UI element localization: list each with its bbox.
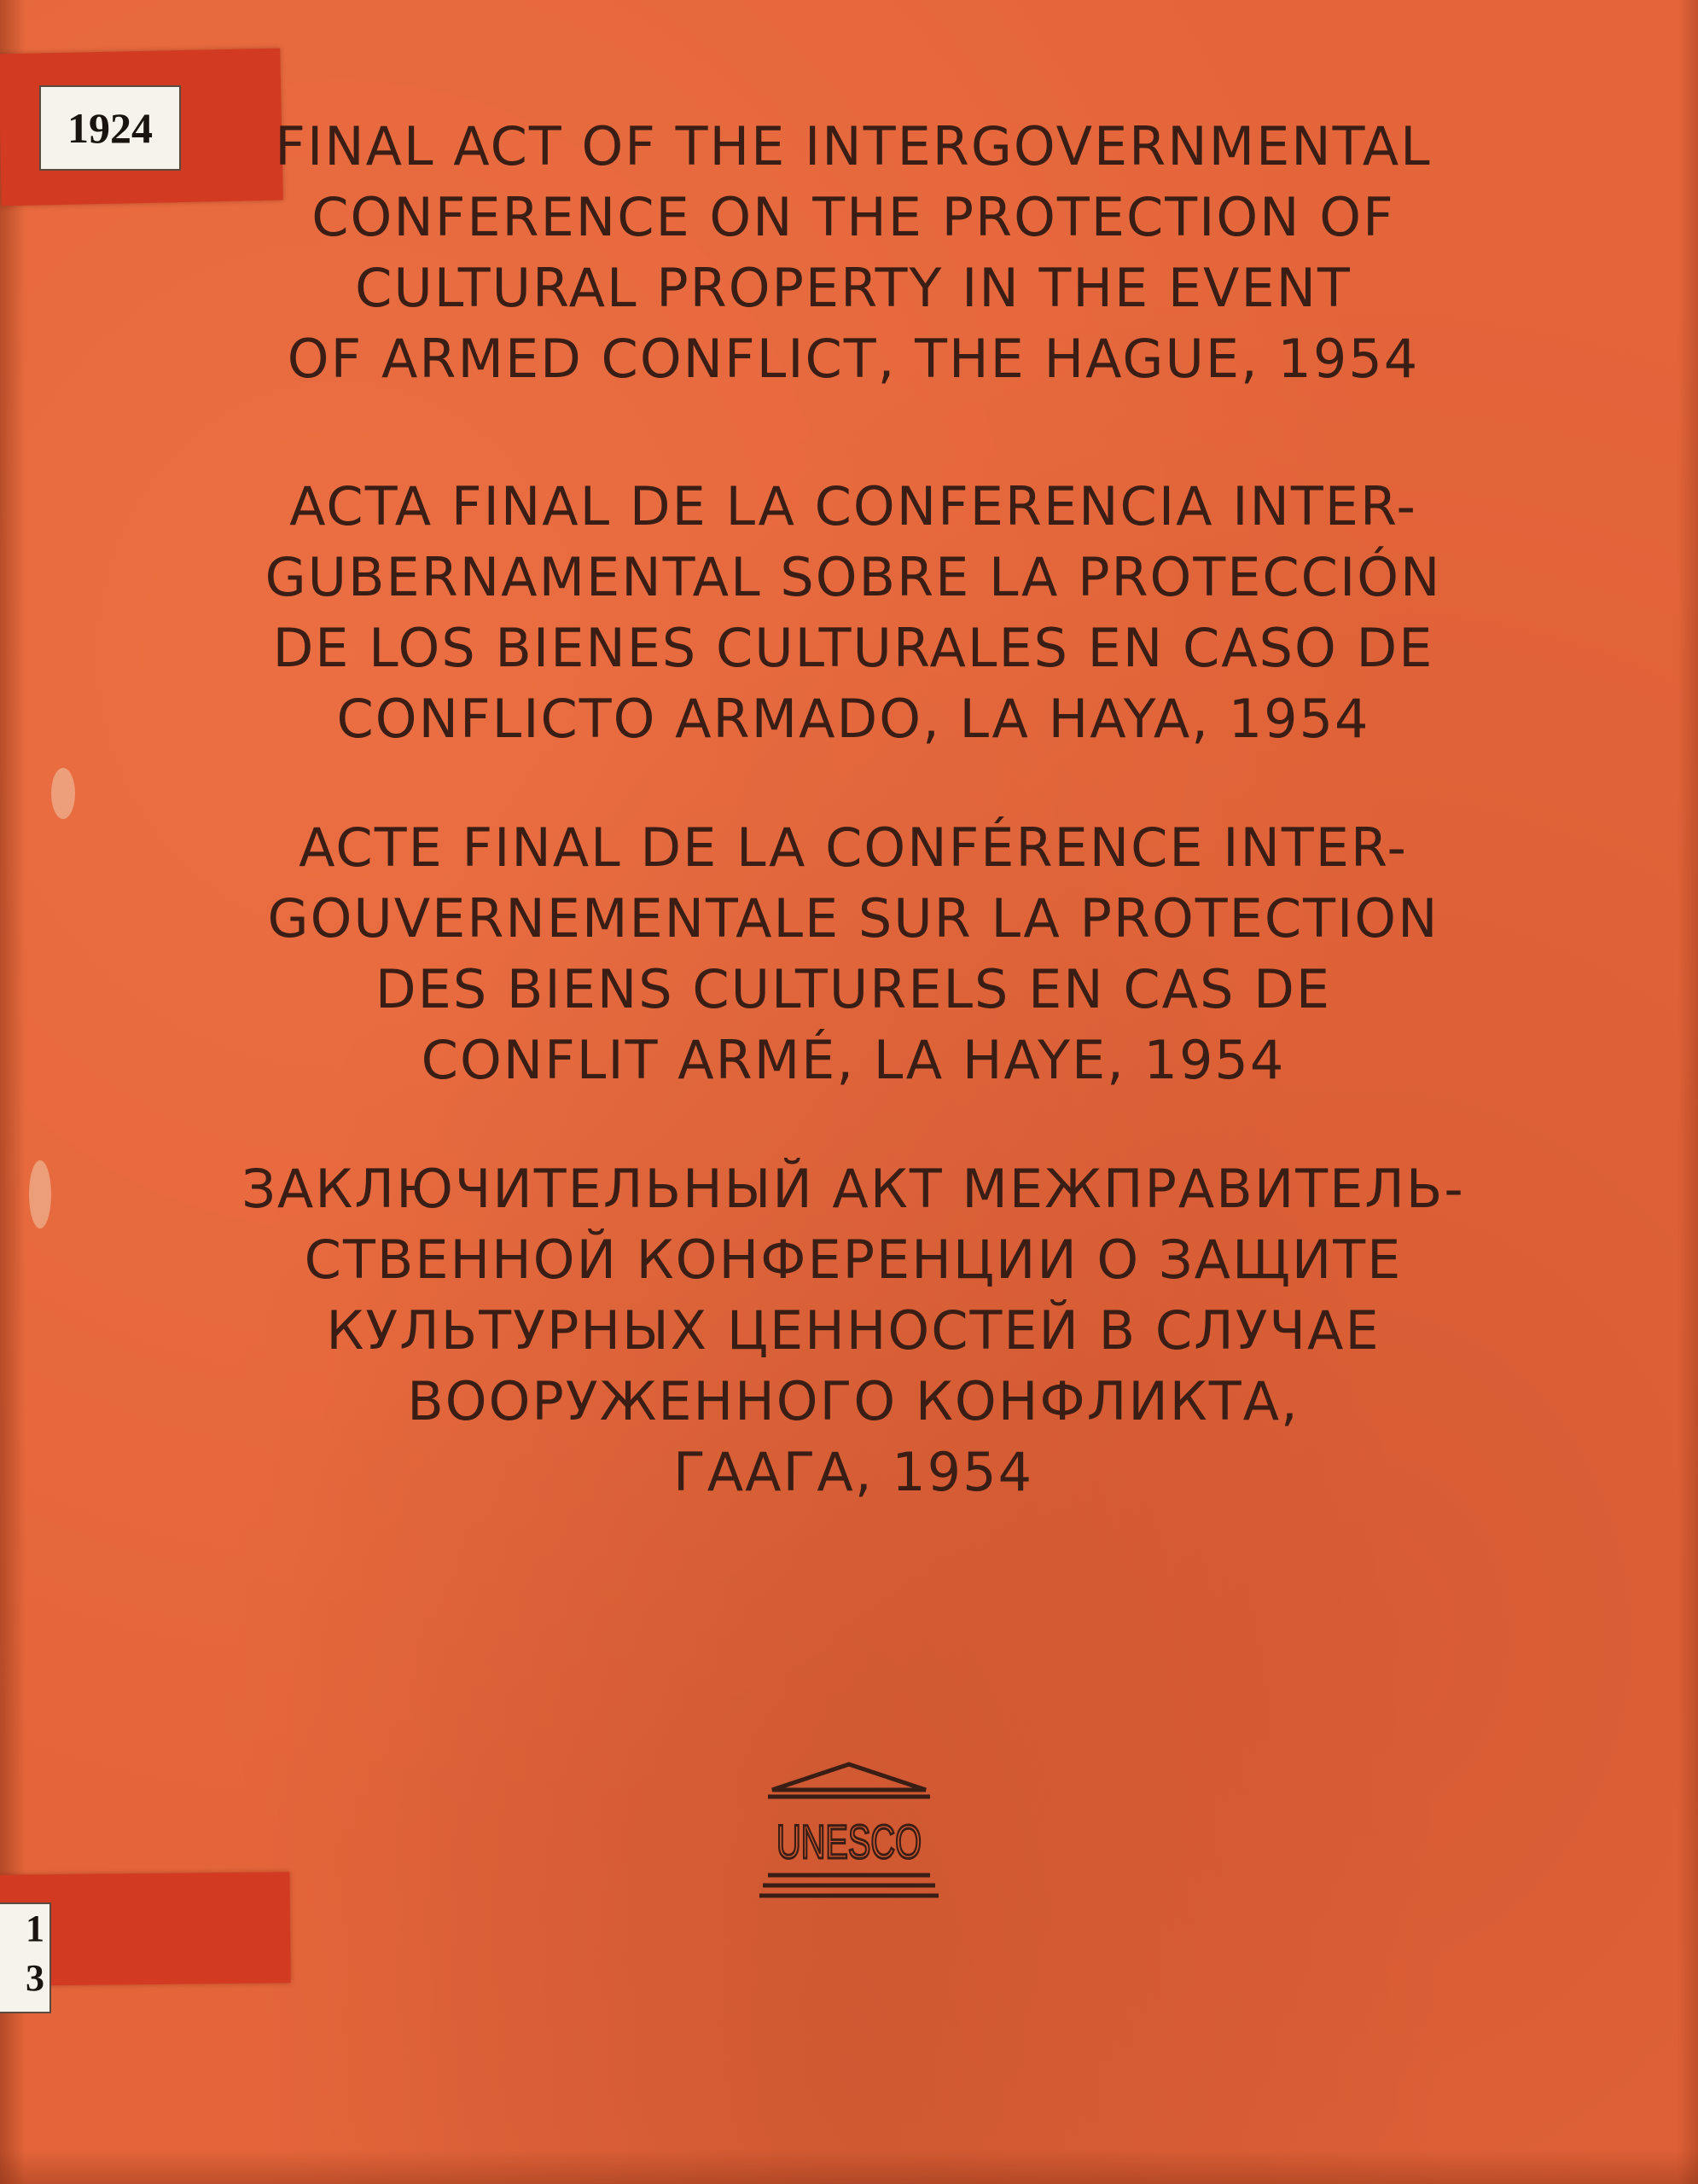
title-line: DE LOS BIENES CULTURALES EN CASO DE [272, 617, 1434, 679]
title-line: GOUVERNEMENTALE SUR LA PROTECTION [267, 887, 1439, 950]
shelf-mark-line: 1 [26, 1908, 44, 1949]
title-line: FINAL ACT OF THE INTERGOVERNMENTAL [275, 115, 1432, 177]
title-line: CULTURAL PROPERTY IN THE EVENT [355, 257, 1352, 319]
title-line: GUBERNAMENTAL SOBRE LA PROTECCIÓN [265, 546, 1442, 608]
title-line: ГААГА, 1954 [672, 1441, 1034, 1503]
catalog-number-label: 1924 [39, 85, 181, 171]
title-line: КУЛЬТУРНЫХ ЦЕННОСТЕЙ В СЛУЧАЕ [326, 1299, 1381, 1362]
title-line: CONFLIT ARMÉ, LA HAYE, 1954 [421, 1029, 1286, 1091]
title-russian [171, 1153, 1536, 1507]
title-line: ACTA FINAL DE LA CONFERENCIA INTER- [289, 475, 1417, 537]
bottom-edge-shadow [0, 2150, 1698, 2184]
title-line: ЗАКЛЮЧИТЕЛЬНЫЙ АКТ МЕЖПРАВИТЕЛЬ- [241, 1158, 1465, 1220]
title-line: OF ARMED CONFLICT, THE HAGUE, 1954 [287, 328, 1420, 390]
spine-shadow [0, 0, 26, 2184]
paper-stain [51, 768, 75, 819]
paper-stain [29, 1160, 51, 1228]
title-french [188, 812, 1519, 1095]
unesco-logo-icon [759, 1757, 939, 1902]
title-line: ВООРУЖЕННОГО КОНФЛИКТА, [407, 1370, 1300, 1432]
title-line: СТВЕННОЙ КОНФЕРЕНЦИИ О ЗАЩИТЕ [304, 1228, 1403, 1291]
logo-letters: UNESCO [776, 1815, 922, 1868]
right-edge-shadow [1678, 0, 1698, 2184]
title-line: DES BIENS CULTURELS EN CAS DE [375, 958, 1332, 1020]
shelf-mark-label [0, 1902, 51, 2013]
title-spanish [188, 471, 1519, 754]
title-line: CONFLICTO ARMADO, LA HAYA, 1954 [336, 688, 1370, 750]
shelf-mark-line: 3 [26, 1957, 44, 1999]
title-line: ACTE FINAL DE LA CONFÉRENCE INTER- [299, 816, 1408, 879]
title-line: CONFERENCE ON THE PROTECTION OF [311, 186, 1395, 248]
title-english [188, 111, 1519, 394]
